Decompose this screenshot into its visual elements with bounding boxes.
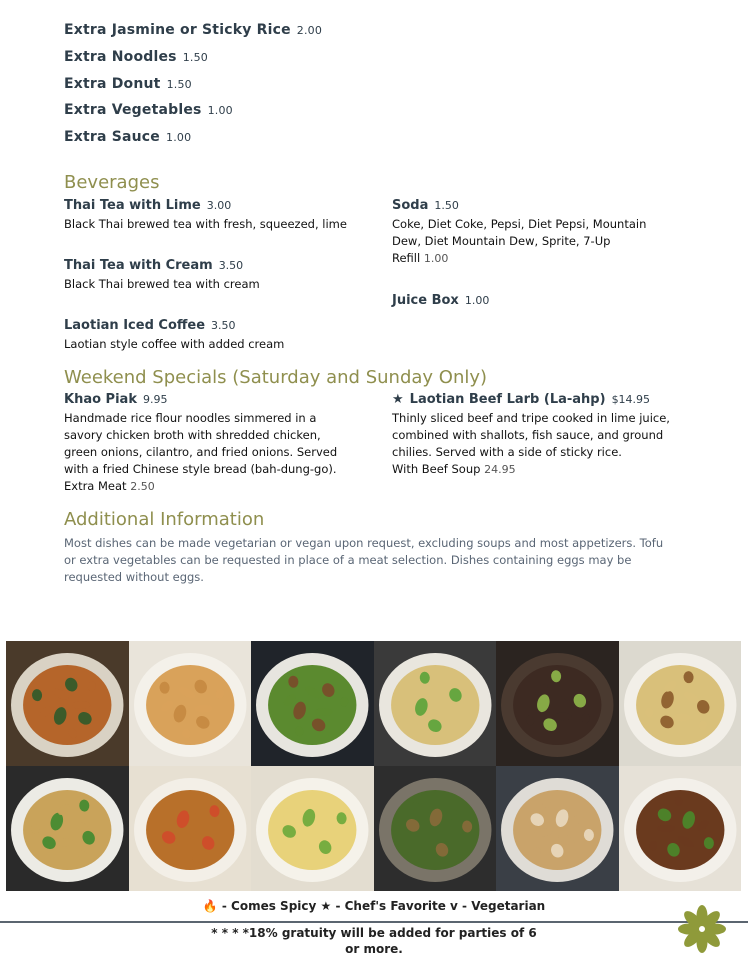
additional-info-heading: Additional Information: [64, 509, 265, 530]
thai-tea-lime-name: Thai Tea with Lime: [64, 198, 201, 213]
extra-noodles-name: Extra Noodles: [64, 49, 177, 65]
thai-tea-lime-desc: Black Thai brewed tea with fresh, squeezed, lime: [64, 217, 347, 231]
extra-noodles-price: 1.50: [182, 51, 209, 64]
laotian-iced-coffee: [64, 318, 236, 333]
khao-piak-desc: [64, 410, 337, 495]
khao-piak-line2: savory chicken broth with shredded chicken,: [64, 428, 321, 442]
pho-bowl-photo: [6, 766, 129, 891]
fried-wontons-photo: [129, 641, 252, 766]
khao-piak-extra: [64, 478, 337, 495]
juice-box-price: 1.00: [464, 294, 490, 307]
thai-tea-cream-desc: Black Thai brewed tea with cream: [64, 277, 260, 291]
soda-name: Soda: [392, 198, 429, 213]
curry-stir-fry-photo: [619, 766, 742, 891]
dietary-legend: 🔥 - Comes Spicy ★ - Chef's Favorite v - Vegetarian: [202, 899, 546, 913]
gratuity-note: [0, 925, 748, 957]
laotian-iced-coffee-desc: Laotian style coffee with added cream: [64, 337, 285, 351]
khao-piak-line4: with a fried Chinese style bread (bah-dung-go).: [64, 462, 337, 476]
extra-noodles: [64, 49, 208, 65]
beverages-heading: Beverages: [64, 172, 160, 193]
flower-logo-icon: [676, 903, 728, 955]
laotian-beef-larb-price: $14.95: [611, 393, 651, 406]
footer-divider: [0, 921, 748, 923]
laotian-beef-larb-desc: [392, 410, 670, 478]
additional-info-text: [64, 535, 694, 586]
laotian-iced-coffee-price: 3.50: [211, 319, 236, 332]
thai-tea-cream: [64, 258, 243, 273]
beef-soup-price: 24.95: [484, 463, 516, 476]
khao-piak-line1: Handmade rice flour noodles simmered in a: [64, 411, 317, 425]
fried-rice-photo: [496, 766, 619, 891]
soda-refill: [392, 250, 646, 267]
extra-rice-price: 2.00: [296, 24, 323, 37]
laotian-beef-larb-name: Laotian Beef Larb (La-ahp): [409, 392, 606, 407]
extra-rice-name: Extra Jasmine or Sticky Rice: [64, 22, 291, 38]
soda-desc: [392, 216, 646, 267]
khao-piak-line3: green onions, cilantro, and fried onions. Served: [64, 445, 338, 459]
khao-piak-price: 9.95: [142, 393, 168, 406]
soda-refill-price: 1.00: [423, 252, 449, 265]
extra-rice: [64, 22, 322, 38]
extra-meat-label: Extra Meat: [64, 479, 127, 493]
thai-tea-lime: [64, 198, 231, 213]
larb-line1: Thinly sliced beef and tripe cooked in lime juice,: [392, 411, 670, 425]
khao-piak-photo: [374, 641, 497, 766]
soda-desc-line1: Coke, Diet Coke, Pepsi, Diet Pepsi, Mountain: [392, 217, 647, 231]
laotian-iced-coffee-name: Laotian Iced Coffee: [64, 318, 206, 333]
larb-line3: chilies. Served with a side of sticky rice.: [392, 445, 622, 459]
thai-tea-cream-price: 3.50: [218, 259, 244, 272]
extra-vegetables-price: 1.00: [207, 104, 233, 117]
soda: [392, 198, 459, 213]
juice-box: [392, 293, 489, 308]
gratuity-note-line2: or more.: [345, 942, 403, 956]
additional-info-line2: or extra vegetables can be requested in place of a meat selection. Dishes containing eggs may be: [64, 553, 632, 567]
stir-fry-noodles-photo: [129, 766, 252, 891]
beef-soup-label: With Beef Soup: [392, 462, 481, 476]
extra-donut: [64, 76, 192, 92]
extra-vegetables-name: Extra Vegetables: [64, 102, 202, 118]
beef-jerky-photo: [496, 641, 619, 766]
vegetable-stir-fry-photo: [251, 766, 374, 891]
soda-refill-label: Refill: [392, 251, 421, 265]
thai-tea-cream-name: Thai Tea with Cream: [64, 258, 213, 273]
thai-tea-lime-price: 3.00: [206, 199, 232, 212]
additional-info-line3: requested without eggs.: [64, 570, 204, 584]
extra-sauce-price: 1.00: [166, 131, 192, 144]
food-photo-grid: [6, 641, 741, 891]
soup-bowl-photo: [6, 641, 129, 766]
soda-desc-line2: Dew, Diet Mountain Dew, Sprite, 7-Up: [392, 234, 611, 248]
extra-meat-price: 2.50: [130, 480, 155, 493]
larb-salad-photo: [374, 766, 497, 891]
additional-info-line1: Most dishes can be made vegetarian or vegan upon request, excluding soups and most appetizers. Tofu: [64, 536, 664, 550]
soda-price: 1.50: [434, 199, 459, 212]
weekend-specials-heading: Weekend Specials (Saturday and Sunday Only): [64, 367, 488, 388]
chefs-favorite-star-icon: ★: [392, 392, 404, 407]
extra-sauce-name: Extra Sauce: [64, 129, 161, 145]
larb-soup: [392, 461, 670, 478]
larb-line2: combined with shallots, fish sauce, and ground: [392, 428, 664, 442]
laotian-beef-larb: [392, 392, 650, 407]
extra-donut-name: Extra Donut: [64, 76, 161, 92]
juice-box-name: Juice Box: [392, 293, 459, 308]
dumplings-photo: [619, 641, 742, 766]
beef-salad-photo: [251, 641, 374, 766]
khao-piak-name: Khao Piak: [64, 392, 137, 407]
extra-vegetables: [64, 102, 233, 118]
khao-piak: [64, 392, 167, 407]
extra-sauce: [64, 129, 191, 145]
extra-donut-price: 1.50: [166, 78, 192, 91]
gratuity-note-line1: * * * *18% gratuity will be added for parties of 6: [211, 926, 537, 940]
